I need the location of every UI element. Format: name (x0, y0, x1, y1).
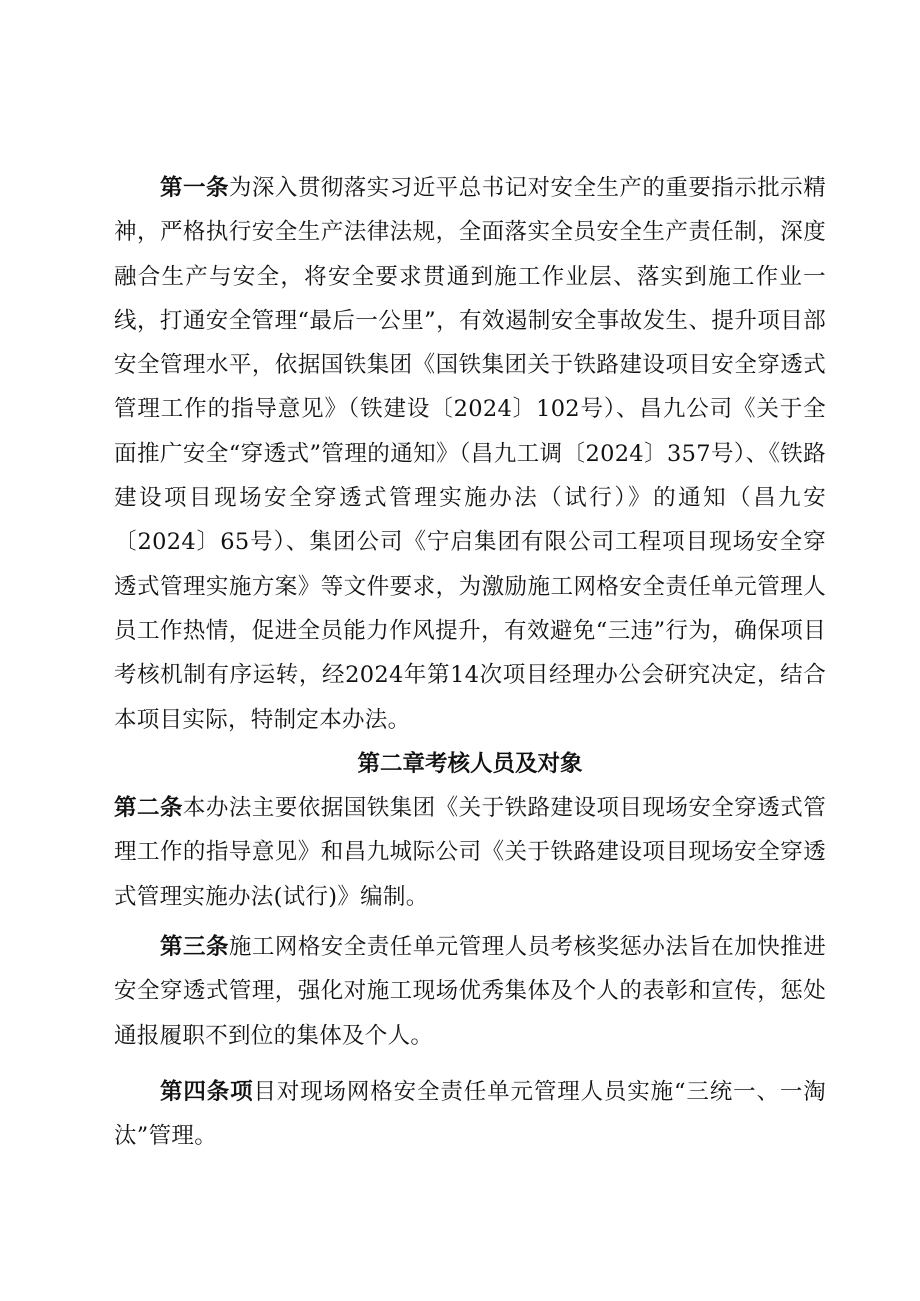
article-4 (114, 1070, 826, 1159)
article-2-text: 本办法主要依据国铁集团《关于铁路建设项目现场安全穿透式管理工作的指导意见》和昌九城际公司《关于铁路建设项目现场安全穿透式管理实施办法(试行)》编制。 (114, 795, 826, 910)
article-4-text: 目对现场网格安全责任单元管理人员实施“三统一、一淘汰”管理。 (114, 1078, 826, 1150)
article-3 (114, 925, 826, 1058)
chapter-2-heading: 第二章考核人员及对象 (357, 750, 583, 777)
article-3-label: 第三条 (160, 934, 229, 961)
article-2-label: 第二条 (114, 795, 183, 822)
article-1 (114, 166, 826, 742)
article-1-text: 为深入贯彻落实习近平总书记对安全生产的重要指示批示精神，严格执行安全生产法律法规，全面落实全员安全生产责任制，深度融合生产与安全，将安全要求贯通到施工作业层、落实到施工作业一线，打通安全管理“最后一公里”，有效遏制安全事故发生、提升项目部安全管理水平，依据国铁集团《国铁集团关于铁路建设项目安全穿透式管理工作的指导意见》（铁建设〔2024〕102号）、昌九公司《关于全面推广安全“穿透式”管理的通知》（昌九工调〔2024〕357号）、《铁路建设项目现场安全穿透式管理实施办法（试行）》的通知（昌九安〔2024〕65号）、集团公司《宁启集团有限公司工程项目现场安全穿透式管理实施方案》等文件要求，为激励施工网格安全责任单元管理人员工作热情，促进全员能力作风提升，有效避免“三违”行为，确保项目考核机制有序运转，经2024年第14次项目经理办公会研究决定，结合本项目实际，特制定本办法。 (114, 175, 826, 733)
article-4-label: 第四条项 (160, 1078, 254, 1105)
article-2 (114, 786, 826, 919)
article-3-text: 施工网格安全责任单元管理人员考核奖惩办法旨在加快推进安全穿透式管理，强化对施工现场优秀集体及个人的表彰和宣传，惩处通报履职不到位的集体及个人。 (114, 934, 826, 1049)
article-1-label: 第一条 (160, 175, 229, 201)
document-page (114, 166, 826, 1159)
